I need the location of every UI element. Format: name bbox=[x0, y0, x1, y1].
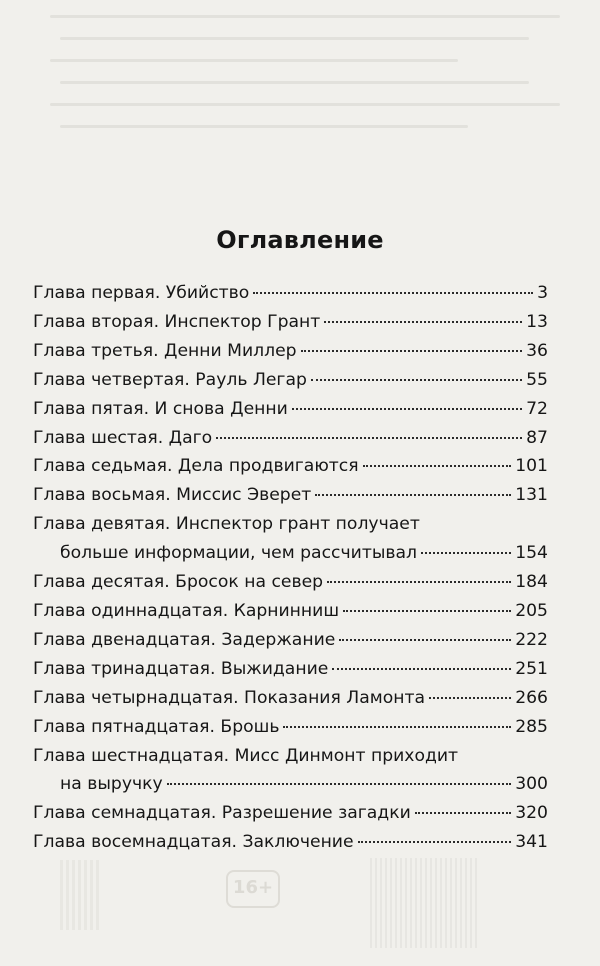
toc-entry-title-continued: на выручку bbox=[60, 774, 163, 795]
toc-entry-line bbox=[33, 337, 548, 366]
show-through-barcode bbox=[370, 858, 480, 948]
toc-page-number: 87 bbox=[526, 427, 548, 448]
toc-dot-leader bbox=[358, 841, 512, 843]
toc-page-number: 320 bbox=[515, 803, 548, 824]
toc-page-number: 251 bbox=[515, 658, 548, 679]
toc-entry-title: Глава четырнадцатая. Показания Ламонта bbox=[33, 687, 425, 708]
toc-dot-leader bbox=[301, 350, 523, 352]
toc-entry bbox=[33, 366, 548, 395]
toc-page-number: 285 bbox=[515, 716, 548, 737]
toc-dot-leader bbox=[415, 812, 511, 814]
toc-page-number: 205 bbox=[515, 600, 548, 621]
toc-entry-title: Глава семнадцатая. Разрешение загадки bbox=[33, 803, 411, 824]
toc-title: Оглавление bbox=[216, 226, 384, 254]
toc-dot-leader bbox=[311, 379, 522, 381]
toc-entry-title: Глава первая. Убийство bbox=[33, 283, 250, 303]
toc-dot-leader bbox=[327, 581, 511, 583]
toc-entry bbox=[33, 799, 548, 828]
toc-dot-leader bbox=[216, 437, 522, 439]
toc-entry-line bbox=[33, 799, 548, 828]
toc-entry-line bbox=[33, 539, 548, 568]
toc-entry-title: Глава шестнадцатая. Мисс Динмонт приходит bbox=[33, 745, 459, 766]
toc-entry-line bbox=[33, 597, 548, 626]
toc-entry-title: Глава пятнадцатая. Брошь bbox=[33, 716, 280, 737]
toc-entry-line bbox=[33, 770, 548, 799]
toc-page-number: 3 bbox=[537, 283, 548, 303]
toc-entry-title-continued: больше информации, чем рассчитывал bbox=[60, 543, 418, 564]
toc-dot-leader bbox=[324, 321, 522, 323]
toc-entry-title: Глава десятая. Бросок на север bbox=[33, 572, 324, 593]
toc-entry-line bbox=[33, 395, 548, 424]
toc-entry-line bbox=[33, 568, 548, 597]
toc-entry-line bbox=[33, 366, 548, 395]
toc-page-number: 266 bbox=[515, 687, 548, 708]
toc-entry-line bbox=[33, 279, 548, 308]
toc-entry-title: Глава четвертая. Рауль Легар bbox=[33, 369, 307, 390]
toc-entry bbox=[33, 424, 548, 453]
toc-entry-line bbox=[33, 713, 548, 742]
toc-dot-leader bbox=[332, 668, 511, 670]
toc-entry bbox=[33, 684, 548, 713]
toc-dot-leader bbox=[421, 552, 511, 554]
toc-entry-title: Глава пятая. И снова Денни bbox=[33, 398, 288, 419]
toc-dot-leader bbox=[363, 465, 512, 467]
toc-page-number: 36 bbox=[526, 340, 548, 361]
toc-page-number: 184 bbox=[515, 572, 548, 593]
toc-page-number: 131 bbox=[515, 485, 548, 506]
toc-entry-title: Глава восемнадцатая. Заключение bbox=[33, 832, 354, 853]
toc-dot-leader bbox=[283, 726, 511, 728]
toc-entry bbox=[33, 828, 548, 857]
toc-entry-line bbox=[33, 452, 548, 481]
toc-dot-leader bbox=[315, 494, 511, 496]
toc-entry bbox=[33, 742, 548, 800]
toc-entry bbox=[33, 713, 548, 742]
toc-dot-leader bbox=[339, 639, 511, 641]
toc-dot-leader bbox=[343, 610, 511, 612]
toc-entry-title: Глава шестая. Даго bbox=[33, 427, 213, 448]
toc-entry-line bbox=[33, 424, 548, 453]
toc-page-number: 55 bbox=[526, 369, 548, 390]
toc-page-number: 13 bbox=[526, 311, 548, 332]
toc-entry-title: Глава третья. Денни Миллер bbox=[33, 340, 297, 361]
show-through-qr bbox=[60, 860, 100, 930]
toc-page-number: 154 bbox=[515, 543, 548, 564]
show-through-text bbox=[50, 0, 560, 230]
toc-entry-line bbox=[33, 828, 548, 857]
toc-page-number: 300 bbox=[515, 774, 548, 795]
toc-entry-title: Глава одиннадцатая. Карнинниш bbox=[33, 600, 340, 621]
toc-entry-line bbox=[33, 655, 548, 684]
toc-page-number: 222 bbox=[515, 629, 548, 650]
toc-entry-title: Глава тринадцатая. Выжидание bbox=[33, 658, 329, 679]
toc-entry bbox=[33, 279, 548, 308]
toc-entry bbox=[33, 452, 548, 481]
toc-entry bbox=[33, 337, 548, 366]
toc-entry-line bbox=[33, 308, 548, 337]
toc-page-number: 341 bbox=[515, 832, 548, 853]
toc-entry bbox=[33, 597, 548, 626]
toc-entry bbox=[33, 510, 548, 568]
toc-page-number: 72 bbox=[526, 398, 548, 419]
toc-entry bbox=[33, 655, 548, 684]
toc-entry-line bbox=[33, 684, 548, 713]
table-of-contents bbox=[33, 279, 548, 857]
toc-entry-title: Глава двенадцатая. Задержание bbox=[33, 629, 336, 650]
toc-entry bbox=[33, 481, 548, 510]
show-through-age-badge: 16+ bbox=[226, 870, 280, 908]
toc-entry-title: Глава восьмая. Миссис Эверет bbox=[33, 485, 312, 506]
toc-entry-line bbox=[33, 626, 548, 655]
toc-dot-leader bbox=[253, 292, 533, 294]
toc-entry bbox=[33, 395, 548, 424]
toc-dot-leader bbox=[292, 408, 522, 410]
toc-entry-title: Глава вторая. Инспектор Грант bbox=[33, 311, 321, 332]
toc-entry-title: Глава седьмая. Дела продвигаются bbox=[33, 456, 359, 477]
toc-entry-line bbox=[33, 481, 548, 510]
toc-entry-title: Глава девятая. Инспектор грант получает bbox=[33, 514, 420, 535]
toc-page-number: 101 bbox=[515, 456, 548, 477]
toc-entry bbox=[33, 308, 548, 337]
toc-dot-leader bbox=[167, 783, 511, 785]
toc-entry bbox=[33, 626, 548, 655]
toc-entry bbox=[33, 568, 548, 597]
toc-dot-leader bbox=[429, 697, 511, 699]
